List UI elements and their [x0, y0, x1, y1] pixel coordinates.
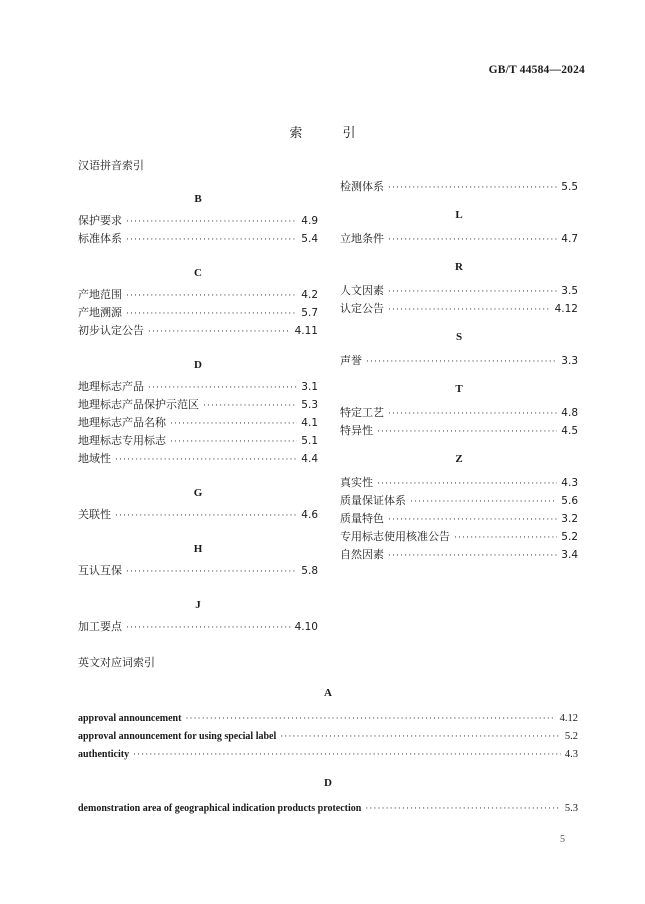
list-item	[78, 306, 318, 320]
index-ref: 5.7	[301, 307, 318, 319]
index-ref: 5.2	[564, 731, 578, 742]
index-ref: 3.2	[561, 513, 578, 525]
index-ref: 4.10	[294, 621, 318, 633]
letter-heading-g: G	[193, 487, 203, 499]
letter-heading-t: T	[455, 383, 463, 395]
list-item	[78, 508, 318, 522]
letter-heading-h: H	[193, 543, 203, 555]
index-ref: 5.6	[561, 495, 578, 507]
leader-dots	[377, 477, 557, 490]
list-item	[78, 564, 318, 578]
list-item	[78, 730, 578, 744]
leader-dots	[126, 621, 291, 634]
english-index-heading: 英文对应词索引	[78, 656, 155, 669]
list-item	[78, 324, 318, 338]
index-term: 关联性	[78, 508, 111, 521]
index-term: 特定工艺	[340, 406, 384, 419]
chinese-index-heading: 汉语拼音索引	[78, 159, 144, 172]
index-term: 质量特色	[340, 512, 384, 525]
letter-heading-z: Z	[455, 453, 463, 465]
list-item	[340, 494, 578, 508]
index-ref: 4.5	[561, 425, 578, 437]
standard-number: GB/T 44584—2024	[488, 64, 585, 76]
index-ref: 4.12	[554, 303, 578, 315]
letter-heading-b: B	[194, 193, 202, 205]
list-item	[78, 748, 578, 762]
index-term: 地理标志专用标志	[78, 434, 166, 447]
list-item	[340, 232, 578, 246]
index-term: demonstration area of geographical indication products protection	[78, 803, 362, 814]
letter-heading-c: C	[194, 267, 202, 279]
leader-dots	[377, 425, 557, 438]
list-item	[78, 712, 578, 726]
list-item	[78, 214, 318, 228]
leader-dots	[454, 531, 557, 544]
index-ref: 5.5	[561, 181, 578, 193]
letter-heading-d-en: D	[324, 777, 332, 789]
index-term: 加工要点	[78, 620, 122, 633]
chinese-index-left-column	[78, 192, 318, 634]
index-term: 认定公告	[340, 302, 384, 315]
list-item	[78, 452, 318, 466]
index-ref: 5.8	[301, 565, 318, 577]
index-term: authenticity	[78, 749, 130, 760]
index-term: 标准体系	[78, 232, 122, 245]
leader-dots	[410, 495, 557, 508]
list-item	[78, 380, 318, 394]
leader-dots	[388, 303, 551, 316]
list-item	[78, 620, 318, 634]
index-term: 地理标志产品	[78, 380, 144, 393]
leader-dots	[148, 325, 291, 338]
page-title: 索 引	[289, 126, 374, 141]
list-item	[340, 424, 578, 438]
list-item	[340, 548, 578, 562]
leader-dots	[388, 513, 557, 526]
letter-heading-a: A	[324, 687, 332, 699]
list-item	[340, 302, 578, 316]
page-number: 5	[560, 834, 565, 845]
index-term: 互认互保	[78, 564, 122, 577]
letter-heading-s: S	[455, 331, 463, 343]
list-item	[340, 476, 578, 490]
index-term: approval announcement for using special label	[78, 731, 277, 742]
leader-dots	[115, 509, 297, 522]
leader-dots	[388, 407, 557, 420]
list-item	[340, 512, 578, 526]
list-item	[340, 180, 578, 194]
list-item	[78, 288, 318, 302]
leader-dots	[126, 289, 297, 302]
leader-dots	[133, 748, 561, 762]
leader-dots	[388, 285, 557, 298]
letter-heading-l: L	[455, 209, 463, 221]
index-term: 产地溯源	[78, 306, 122, 319]
index-term: 人文因素	[340, 284, 384, 297]
index-term: 声誉	[340, 354, 362, 367]
index-term: approval announcement	[78, 713, 182, 724]
leader-dots	[388, 181, 557, 194]
index-ref: 4.3	[561, 477, 578, 489]
list-item	[78, 416, 318, 430]
index-term: 质量保证体系	[340, 494, 406, 507]
index-ref: 4.3	[564, 749, 578, 760]
leader-dots	[126, 565, 297, 578]
index-ref: 4.9	[301, 215, 318, 227]
index-ref: 3.5	[561, 285, 578, 297]
index-ref: 3.1	[301, 381, 318, 393]
leader-dots	[365, 802, 561, 816]
letter-heading-r: R	[455, 261, 463, 273]
index-term: 地理标志产品保护示范区	[78, 398, 199, 411]
index-term: 自然因素	[340, 548, 384, 561]
index-ref: 4.6	[301, 509, 318, 521]
list-item	[78, 232, 318, 246]
index-term: 立地条件	[340, 232, 384, 245]
leader-dots	[115, 453, 297, 466]
index-ref: 5.2	[561, 531, 578, 543]
leader-dots	[126, 215, 297, 228]
index-term: 专用标志使用核准公告	[340, 530, 450, 543]
index-ref: 4.1	[301, 417, 318, 429]
leader-dots	[170, 435, 297, 448]
index-ref: 4.8	[561, 407, 578, 419]
index-ref: 4.4	[301, 453, 318, 465]
list-item	[340, 406, 578, 420]
index-ref: 3.4	[561, 549, 578, 561]
leader-dots	[185, 712, 555, 726]
leader-dots	[126, 233, 297, 246]
list-item	[340, 284, 578, 298]
leader-dots	[366, 355, 557, 368]
leader-dots	[126, 307, 297, 320]
index-term: 地理标志产品名称	[78, 416, 166, 429]
list-item	[340, 354, 578, 368]
index-term: 地域性	[78, 452, 111, 465]
leader-dots	[170, 417, 297, 430]
english-index-list	[78, 686, 578, 816]
leader-dots	[388, 549, 557, 562]
letter-heading-j: J	[195, 599, 201, 611]
index-ref: 4.2	[301, 289, 318, 301]
index-ref: 5.3	[564, 803, 578, 814]
index-ref: 3.3	[561, 355, 578, 367]
index-term: 真实性	[340, 476, 373, 489]
leader-dots	[388, 233, 557, 246]
list-item	[78, 802, 578, 816]
index-term: 检测体系	[340, 180, 384, 193]
letter-heading-d: D	[194, 359, 202, 371]
leader-dots	[203, 399, 297, 412]
index-ref: 4.12	[559, 713, 578, 724]
chinese-index-right-column	[340, 180, 578, 562]
leader-dots	[280, 730, 561, 744]
index-ref: 5.3	[301, 399, 318, 411]
leader-dots	[148, 381, 297, 394]
index-ref: 4.11	[294, 325, 318, 337]
list-item	[78, 398, 318, 412]
list-item	[340, 530, 578, 544]
list-item	[78, 434, 318, 448]
index-ref: 5.4	[301, 233, 318, 245]
index-ref: 4.7	[561, 233, 578, 245]
index-ref: 5.1	[301, 435, 318, 447]
index-term: 保护要求	[78, 214, 122, 227]
index-term: 产地范围	[78, 288, 122, 301]
index-term: 初步认定公告	[78, 324, 144, 337]
index-term: 特异性	[340, 424, 373, 437]
